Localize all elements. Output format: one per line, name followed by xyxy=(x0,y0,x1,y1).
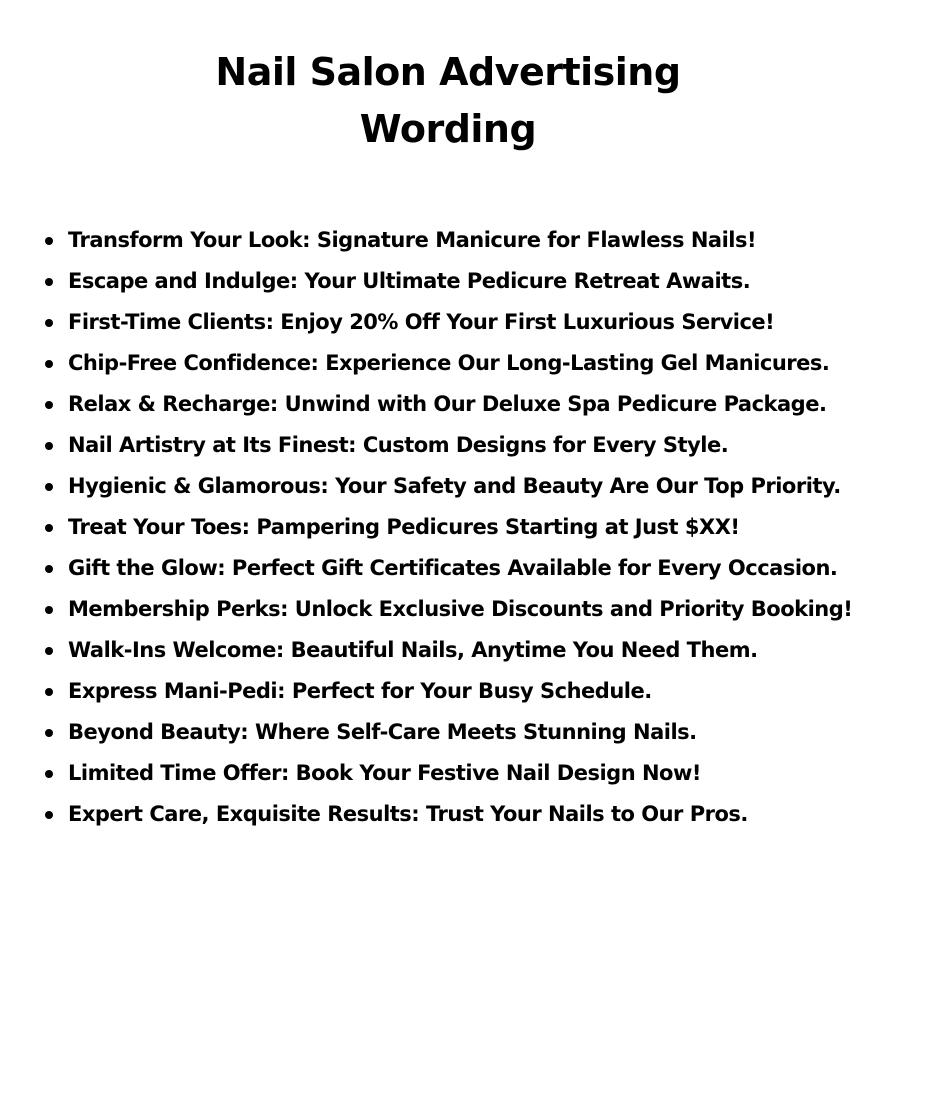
page-title-line-2: Wording xyxy=(359,107,537,151)
bullet-icon xyxy=(45,524,53,532)
list-item-text: Gift the Glow: Perfect Gift Certificates Available for Every Occasion. xyxy=(68,556,838,580)
list-item-text: First-Time Clients: Enjoy 20% Off Your First Luxurious Service! xyxy=(68,310,775,334)
bullet-icon xyxy=(45,688,53,696)
bullet-icon xyxy=(45,811,53,819)
list-item xyxy=(0,630,936,671)
list-item-text: Membership Perks: Unlock Exclusive Discounts and Priority Booking! xyxy=(68,597,853,621)
list-item xyxy=(0,343,936,384)
page-title-line-1: Nail Salon Advertising xyxy=(215,50,681,94)
list-item-text: Hygienic & Glamorous: Your Safety and Beauty Are Our Top Priority. xyxy=(68,474,841,498)
list-item xyxy=(0,794,936,835)
list-item-text: Treat Your Toes: Pampering Pedicures Starting at Just $XX! xyxy=(68,515,740,539)
bullet-icon xyxy=(45,606,53,614)
list-item-text: Relax & Recharge: Unwind with Our Deluxe Spa Pedicure Package. xyxy=(68,392,827,416)
list-item-text: Limited Time Offer: Book Your Festive Nail Design Now! xyxy=(68,761,701,785)
bullet-icon xyxy=(45,278,53,286)
bullet-icon xyxy=(45,770,53,778)
list-item xyxy=(0,671,936,712)
list-item xyxy=(0,712,936,753)
list-item xyxy=(0,220,936,261)
list-item-text: Walk-Ins Welcome: Beautiful Nails, Anytime You Need Them. xyxy=(68,638,758,662)
list-item xyxy=(0,507,936,548)
page-title xyxy=(150,44,746,158)
list-item xyxy=(0,261,936,302)
bullet-icon xyxy=(45,442,53,450)
list-item xyxy=(0,548,936,589)
bullet-icon xyxy=(45,483,53,491)
bullet-icon xyxy=(45,401,53,409)
list-item xyxy=(0,425,936,466)
list-item xyxy=(0,753,936,794)
wording-list xyxy=(0,220,936,835)
list-item-text: Escape and Indulge: Your Ultimate Pedicure Retreat Awaits. xyxy=(68,269,751,293)
bullet-icon xyxy=(45,647,53,655)
list-item-text: Beyond Beauty: Where Self-Care Meets Stunning Nails. xyxy=(68,720,697,744)
bullet-icon xyxy=(45,237,53,245)
list-item-text: Transform Your Look: Signature Manicure for Flawless Nails! xyxy=(68,228,757,252)
bullet-icon xyxy=(45,360,53,368)
bullet-icon xyxy=(45,729,53,737)
list-item xyxy=(0,302,936,343)
list-item xyxy=(0,589,936,630)
list-item xyxy=(0,384,936,425)
bullet-icon xyxy=(45,565,53,573)
list-item-text: Nail Artistry at Its Finest: Custom Designs for Every Style. xyxy=(68,433,729,457)
bullet-icon xyxy=(45,319,53,327)
list-item-text: Expert Care, Exquisite Results: Trust Your Nails to Our Pros. xyxy=(68,802,748,826)
list-item xyxy=(0,466,936,507)
list-item-text: Express Mani-Pedi: Perfect for Your Busy Schedule. xyxy=(68,679,652,703)
list-item-text: Chip-Free Confidence: Experience Our Long-Lasting Gel Manicures. xyxy=(68,351,830,375)
